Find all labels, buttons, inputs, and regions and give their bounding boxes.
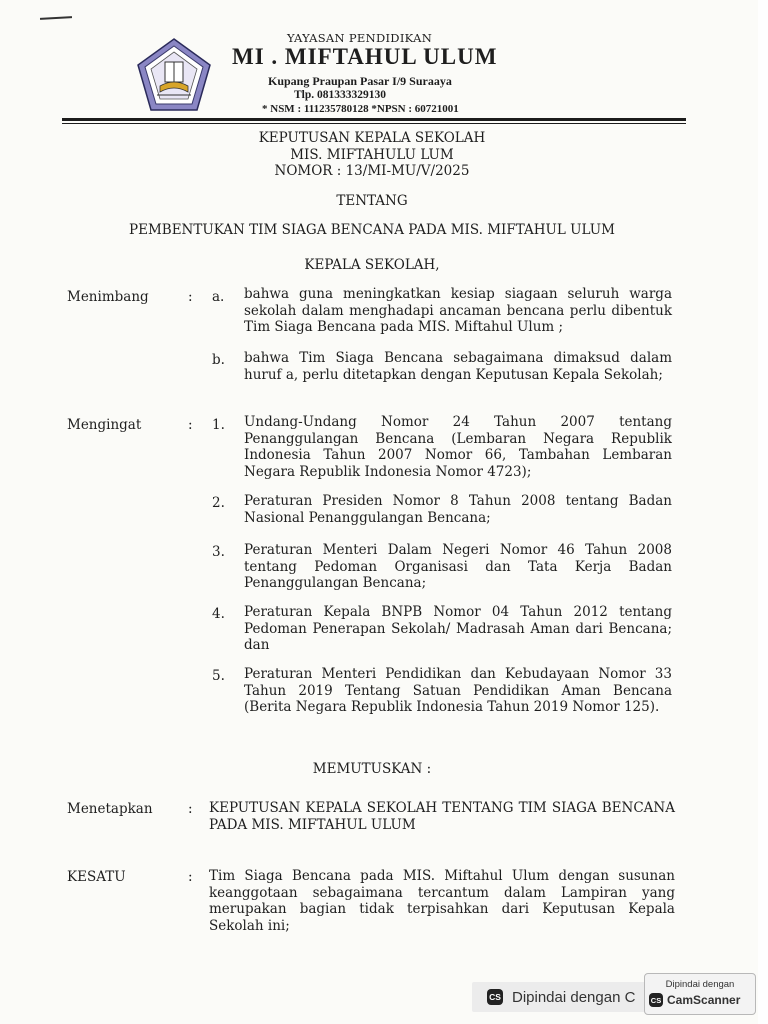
decree-authority: KEPALA SEKOLAH, [304,257,440,273]
mengingat-marker-1: 1. [212,417,225,433]
camscanner-brand: CamScanner [667,993,741,1007]
school-name: MI . MIFTAHUL ULUM [232,44,498,69]
menimbang-label: Menimbang [67,289,149,305]
mengingat-marker-3: 3. [212,544,225,560]
page-edge [758,0,768,1024]
school-phone: Tlp. 081333329130 [294,89,387,101]
menimbang-item-a: bahwa guna meningkatkan kesiap siagaan seluruh warga sekolah dalam menghadapi ancaman bencana perlu dibentuk Tim Siaga Bencana pada MIS. Miftahul Ulum ; [244,286,672,335]
school-ids: * NSM : 111235780128 *NPSN : 60721001 [262,103,459,115]
menetapkan-label: Menetapkan [67,801,153,817]
letterhead-rule-thin [62,123,686,124]
camscanner-box-caption: Dipindai dengan [665,979,735,990]
school-address: Kupang Praupan Pasar I/9 Suraaya [268,74,452,88]
kesatu-label: KESATU [67,869,126,885]
decree-school: MIS. MIFTAHULU LUM [290,147,454,163]
decree-title: KEPUTUSAN KEPALA SEKOLAH [258,130,486,146]
mengingat-label: Mengingat [67,417,142,433]
decree-about-label: TENTANG [336,193,408,209]
camscanner-badge-box [644,973,756,1015]
foundation-name: YAYASAN PENDIDIKAN [287,31,433,45]
menimbang-item-b: bahwa Tim Siaga Bencana sebagaimana dimaksud dalam huruf a, perlu ditetapkan dengan Keputusan Kepala Sekolah; [244,350,672,383]
menimbang-marker-a: a. [212,289,225,305]
menetapkan-text: KEPUTUSAN KEPALA SEKOLAH TENTANG TIM SIAGA BENCANA PADA MIS. MIFTAHUL ULUM [209,800,675,833]
scan-mark [40,16,72,20]
menetapkan-colon: : [188,801,193,817]
mengingat-item-4: Peraturan Kepala BNPB Nomor 04 Tahun 2012 tentang Pedoman Penerapan Sekolah/ Madrasah Aman dari Bencana; dan [244,604,672,653]
camscanner-box-brand-row [649,993,740,1007]
menimbang-marker-b: b. [212,352,225,368]
mengingat-marker-2: 2. [212,495,225,511]
mengingat-item-1: Undang-Undang Nomor 24 Tahun 2007 tentang Penanggulangan Bencana (Lembaran Negara Republik Indonesia Tahun 2007 Nomor 66, Tambahan Lembaran Negara Republik Indonesia Nomor 4723); [244,414,672,480]
camscanner-watermark-text: Dipindai dengan C [512,988,636,1006]
school-logo [135,36,213,114]
mengingat-item-3: Peraturan Menteri Dalam Negeri Nomor 46 Tahun 2008 tentang Pedoman Organisasi dan Tata Kerja Badan Penanggulangan Bencana; [244,542,672,591]
camscanner-icon: CS [487,989,503,1005]
camscanner-watermark [472,982,662,1012]
mengingat-item-2: Peraturan Presiden Nomor 8 Tahun 2008 tentang Badan Nasional Penanggulangan Bencana; [244,493,672,526]
camscanner-small-icon: CS [649,993,663,1007]
mengingat-marker-5: 5. [212,668,225,684]
decree-number: NOMOR : 13/MI-MU/V/2025 [274,163,470,179]
mengingat-colon: : [188,417,193,433]
mengingat-item-5: Peraturan Menteri Pendidikan dan Kebudayaan Nomor 33 Tahun 2019 Tentang Satuan Pendidikan Aman Bencana (Berita Negara Republik Indonesia Tahun 2019 Nomor 125). [244,666,672,715]
menimbang-colon: : [188,289,193,305]
letterhead-rule-thick [62,118,686,121]
kesatu-text: Tim Siaga Bencana pada MIS. Miftahul Ulum dengan susunan keanggotaan sebagaimana tercantum dalam Lampiran yang merupakan bagian tidak terpisahkan dari Keputusan Kepala Sekolah ini; [209,868,675,934]
decree-subject: PEMBENTUKAN TIM SIAGA BENCANA PADA MIS. MIFTAHUL ULUM [129,222,615,238]
kesatu-colon: : [188,869,193,885]
mengingat-marker-4: 4. [212,606,225,622]
memutuskan-heading: MEMUTUSKAN : [312,761,432,777]
